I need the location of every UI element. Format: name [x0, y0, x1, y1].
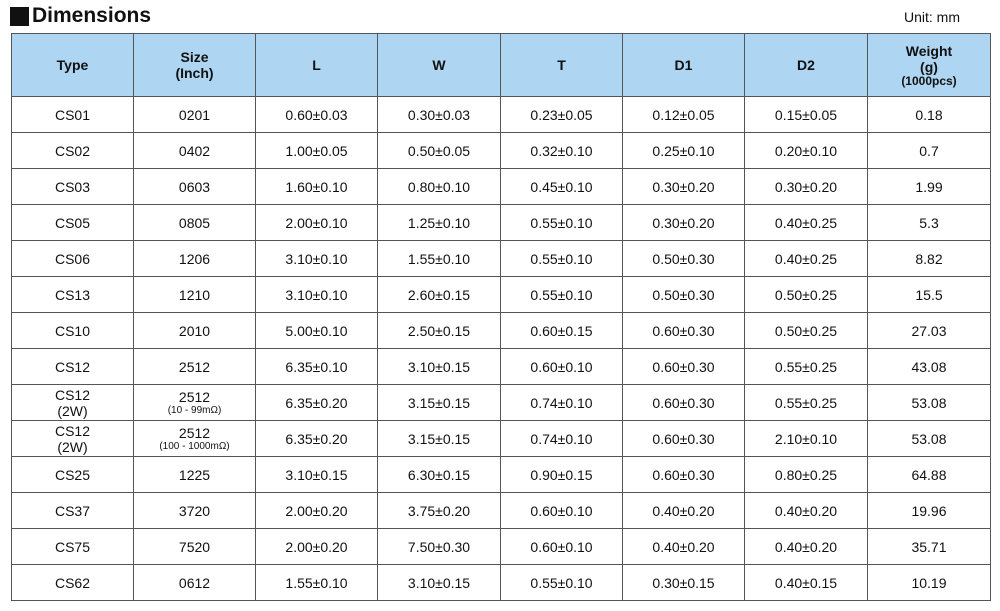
cell-size	[134, 493, 256, 529]
cell-t: 0.74±0.10	[501, 385, 623, 421]
cell-l: 2.00±0.20	[256, 529, 378, 565]
square-bullet-icon	[10, 7, 29, 26]
cell-t: 0.55±0.10	[501, 241, 623, 277]
cell-t: 0.32±0.10	[501, 133, 623, 169]
cell-size	[134, 241, 256, 277]
size-value: 0603	[178, 178, 211, 195]
cell-l: 5.00±0.10	[256, 313, 378, 349]
cell-t: 0.55±0.10	[501, 565, 623, 601]
cell-size	[134, 565, 256, 601]
cell-w: 0.50±0.05	[378, 133, 501, 169]
table-row	[12, 313, 991, 349]
cell-t: 0.74±0.10	[501, 421, 623, 457]
size-value: 1206	[178, 250, 211, 267]
col-header-type	[12, 34, 134, 97]
cell-w: 2.50±0.15	[378, 313, 501, 349]
cell-weight: 15.5	[868, 277, 991, 313]
type-value: CS02	[54, 142, 91, 159]
type-value: CS62	[54, 574, 91, 591]
cell-l: 1.60±0.10	[256, 169, 378, 205]
type-value: CS05	[54, 214, 91, 231]
type-value: CS75	[54, 538, 91, 555]
cell-d2: 0.40±0.20	[745, 493, 868, 529]
size-value: 3720	[178, 502, 211, 519]
cell-w: 1.55±0.10	[378, 241, 501, 277]
cell-w: 3.10±0.15	[378, 349, 501, 385]
table-row	[12, 457, 991, 493]
cell-weight: 0.7	[868, 133, 991, 169]
type-variant: (2W)	[57, 438, 88, 455]
type-value: CS03	[54, 178, 91, 195]
cell-type	[12, 313, 134, 349]
cell-weight: 53.08	[868, 421, 991, 457]
cell-l: 1.00±0.05	[256, 133, 378, 169]
col-header-label: W	[432, 57, 446, 73]
table-row	[12, 97, 991, 133]
table-row	[12, 421, 991, 457]
cell-t: 0.60±0.10	[501, 529, 623, 565]
size-value: 0612	[178, 574, 211, 591]
cell-size	[134, 385, 256, 421]
col-header-label: L	[312, 57, 321, 73]
size-value: 2010	[178, 322, 211, 339]
cell-size	[134, 349, 256, 385]
cell-d2: 0.40±0.20	[745, 529, 868, 565]
cell-l: 6.35±0.20	[256, 421, 378, 457]
cell-t: 0.60±0.10	[501, 493, 623, 529]
cell-d1: 0.25±0.10	[623, 133, 745, 169]
cell-type	[12, 565, 134, 601]
cell-type	[12, 457, 134, 493]
cell-weight: 5.3	[868, 205, 991, 241]
cell-w: 7.50±0.30	[378, 529, 501, 565]
cell-type	[12, 349, 134, 385]
size-value: 0805	[178, 214, 211, 231]
cell-l: 6.35±0.10	[256, 349, 378, 385]
cell-size	[134, 277, 256, 313]
cell-size	[134, 457, 256, 493]
table-row	[12, 205, 991, 241]
cell-d2: 0.50±0.25	[745, 313, 868, 349]
size-value: 2512	[178, 358, 211, 375]
cell-weight: 19.96	[868, 493, 991, 529]
size-value: 0201	[178, 106, 211, 123]
cell-w: 3.15±0.15	[378, 385, 501, 421]
cell-type	[12, 133, 134, 169]
col-header-d2	[745, 34, 868, 97]
table-row	[12, 133, 991, 169]
size-note: (100 - 1000mΩ)	[159, 441, 230, 452]
size-value: 7520	[178, 538, 211, 555]
cell-w: 3.75±0.20	[378, 493, 501, 529]
col-header-l	[256, 34, 378, 97]
col-header-label: Weight	[905, 42, 953, 59]
table-row	[12, 385, 991, 421]
cell-type	[12, 241, 134, 277]
cell-d1: 0.40±0.20	[623, 493, 745, 529]
cell-w: 2.60±0.15	[378, 277, 501, 313]
type-value: CS06	[54, 250, 91, 267]
cell-weight: 35.71	[868, 529, 991, 565]
table-row	[12, 349, 991, 385]
cell-t: 0.60±0.10	[501, 349, 623, 385]
table-row	[12, 169, 991, 205]
cell-type	[12, 205, 134, 241]
cell-size	[134, 97, 256, 133]
cell-type	[12, 493, 134, 529]
cell-w: 3.10±0.15	[378, 565, 501, 601]
cell-l: 6.35±0.20	[256, 385, 378, 421]
cell-l: 3.10±0.15	[256, 457, 378, 493]
size-note: (10 - 99mΩ)	[167, 405, 222, 416]
cell-l: 1.55±0.10	[256, 565, 378, 601]
cell-d1: 0.30±0.15	[623, 565, 745, 601]
cell-d1: 0.60±0.30	[623, 313, 745, 349]
cell-d2: 0.20±0.10	[745, 133, 868, 169]
type-value: CS12	[54, 386, 91, 403]
table-row	[12, 493, 991, 529]
cell-w: 3.15±0.15	[378, 421, 501, 457]
cell-weight: 8.82	[868, 241, 991, 277]
cell-t: 0.55±0.10	[501, 277, 623, 313]
cell-weight: 10.19	[868, 565, 991, 601]
cell-d2: 0.15±0.05	[745, 97, 868, 133]
cell-size	[134, 529, 256, 565]
col-header-label: D2	[797, 57, 815, 73]
col-header-t	[501, 34, 623, 97]
table-row	[12, 277, 991, 313]
cell-d2: 0.80±0.25	[745, 457, 868, 493]
cell-d1: 0.60±0.30	[623, 385, 745, 421]
cell-d1: 0.50±0.30	[623, 241, 745, 277]
cell-weight: 1.99	[868, 169, 991, 205]
cell-d1: 0.30±0.20	[623, 169, 745, 205]
cell-l: 3.10±0.10	[256, 277, 378, 313]
cell-d2: 0.30±0.20	[745, 169, 868, 205]
col-header-label: D1	[674, 57, 693, 73]
cell-d2: 2.10±0.10	[745, 421, 868, 457]
cell-w: 0.30±0.03	[378, 97, 501, 133]
cell-d1: 0.30±0.20	[623, 205, 745, 241]
type-value: CS01	[54, 106, 91, 123]
table-row	[12, 565, 991, 601]
cell-size	[134, 169, 256, 205]
cell-weight: 43.08	[868, 349, 991, 385]
size-value: 1225	[178, 466, 211, 483]
cell-w: 0.80±0.10	[378, 169, 501, 205]
cell-weight: 64.88	[868, 457, 991, 493]
cell-t: 0.45±0.10	[501, 169, 623, 205]
cell-t: 0.23±0.05	[501, 97, 623, 133]
cell-weight: 27.03	[868, 313, 991, 349]
col-header-size	[134, 34, 256, 97]
cell-size	[134, 421, 256, 457]
cell-w: 6.30±0.15	[378, 457, 501, 493]
cell-type	[12, 385, 134, 421]
col-header-sublabel: (Inch)	[175, 65, 214, 81]
type-value: CS12	[54, 422, 91, 439]
type-value: CS10	[54, 322, 91, 339]
type-variant: (2W)	[57, 402, 88, 419]
size-value: 0402	[178, 142, 211, 159]
cell-d1: 0.50±0.30	[623, 277, 745, 313]
cell-weight: 53.08	[868, 385, 991, 421]
col-header-d1	[623, 34, 745, 97]
col-header-label: Size	[180, 49, 209, 65]
size-value: 2512	[178, 389, 211, 405]
cell-d1: 0.40±0.20	[623, 529, 745, 565]
cell-type	[12, 277, 134, 313]
cell-w: 1.25±0.10	[378, 205, 501, 241]
cell-d2: 0.40±0.15	[745, 565, 868, 601]
col-header-weight	[868, 34, 991, 97]
cell-d2: 0.55±0.25	[745, 349, 868, 385]
cell-t: 0.60±0.15	[501, 313, 623, 349]
cell-t: 0.90±0.15	[501, 457, 623, 493]
cell-d1: 0.60±0.30	[623, 421, 745, 457]
cell-type	[12, 97, 134, 133]
cell-d1: 0.12±0.05	[623, 97, 745, 133]
unit-label: Unit: mm	[904, 9, 960, 25]
cell-l: 2.00±0.10	[256, 205, 378, 241]
section-header	[10, 2, 151, 30]
table-row	[12, 241, 991, 277]
section-title: Dimensions	[32, 4, 152, 27]
table-header-row	[12, 34, 991, 97]
cell-size	[134, 313, 256, 349]
dimensions-table	[11, 33, 991, 601]
cell-l: 3.10±0.10	[256, 241, 378, 277]
type-value: CS25	[54, 466, 91, 483]
col-header-label: Type	[56, 57, 89, 73]
cell-type	[12, 529, 134, 565]
cell-t: 0.55±0.10	[501, 205, 623, 241]
col-header-label: T	[557, 57, 566, 73]
cell-l: 0.60±0.03	[256, 97, 378, 133]
table-body	[12, 97, 991, 601]
type-value: CS37	[54, 502, 91, 519]
cell-type	[12, 169, 134, 205]
size-value: 1210	[178, 286, 211, 303]
cell-d2: 0.55±0.25	[745, 385, 868, 421]
cell-d1: 0.60±0.30	[623, 349, 745, 385]
cell-d2: 0.40±0.25	[745, 205, 868, 241]
table-row	[12, 529, 991, 565]
type-value: CS12	[54, 358, 91, 375]
type-value: CS13	[54, 286, 91, 303]
cell-size	[134, 205, 256, 241]
col-header-sublabel: (1000pcs)	[901, 73, 957, 88]
cell-d2: 0.40±0.25	[745, 241, 868, 277]
cell-d1: 0.60±0.30	[623, 457, 745, 493]
cell-weight: 0.18	[868, 97, 991, 133]
size-value: 2512	[178, 425, 211, 441]
cell-type	[12, 421, 134, 457]
col-header-sublabel: (g)	[920, 58, 938, 75]
cell-size	[134, 133, 256, 169]
cell-l: 2.00±0.20	[256, 493, 378, 529]
col-header-w	[378, 34, 501, 97]
cell-d2: 0.50±0.25	[745, 277, 868, 313]
